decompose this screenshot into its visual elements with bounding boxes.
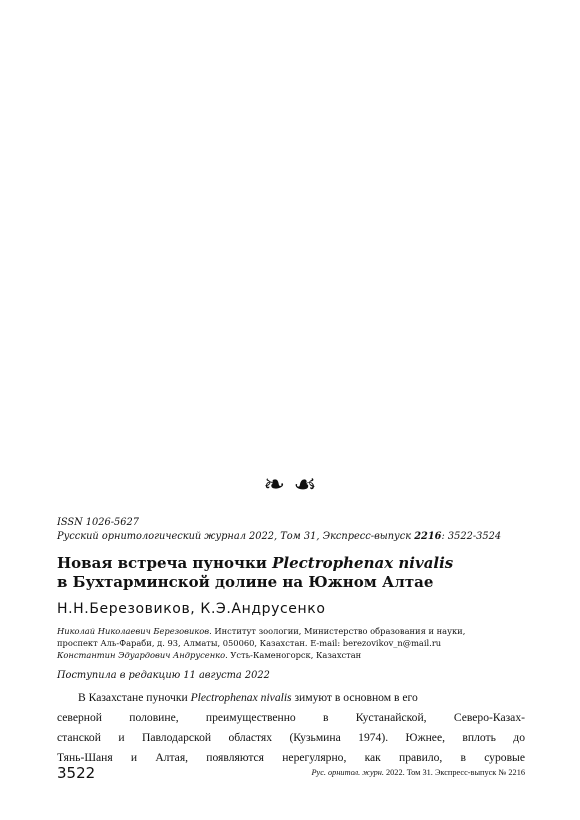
footer-issue: 2022. Том 31. Экспресс-выпуск № 2216 [383, 768, 525, 777]
article-title [57, 554, 537, 592]
affiliation-2 [57, 650, 537, 662]
body-text: зимуют в основном в его [291, 691, 418, 704]
author-2-name: Константин Эдуардович Андрусенко [57, 650, 226, 660]
affiliation-2-text: . Усть-Каменогорск, Казахстан [225, 650, 362, 660]
affiliation-1-text: . Институт зоологии, Министерство образования и науки, [209, 626, 466, 636]
affiliation-1 [57, 626, 537, 638]
journal-citation-prefix: Русский орнитологический журнал 2022, Том 31, Экспресс-выпуск [57, 531, 415, 542]
author-list: Н.Н.Березовиков, К.Э.Андрусенко [57, 601, 326, 617]
running-footer [282, 767, 525, 779]
journal-citation [57, 530, 501, 544]
issue-number: 2216 [414, 531, 442, 542]
body-text: В Казахстане пуночки [78, 691, 191, 704]
affiliation-1-address: проспект Аль-Фараби, д. 93, Алматы, 050060, Казахстан. E-mail: berezovikov_n@mail.ru [57, 638, 442, 648]
body-species: Plectrophenax nivalis [190, 691, 292, 704]
title-line-2: в Бухтарминской долине на Южном Алтае [57, 573, 434, 591]
received-date: Поступила в редакцию 11 августа 2022 [57, 670, 270, 681]
issn-number: ISSN 1026-5627 [57, 517, 139, 528]
page-number: 3522 [57, 764, 96, 782]
journal-abbreviation: Рус. орнитол. журн. [311, 768, 384, 777]
body-line-2: северной половине, преимущественно в Кустанайской, Северо-Казах- [57, 711, 525, 724]
title-text: Новая встреча пуночки [57, 554, 273, 572]
title-line-1 [57, 554, 537, 573]
body-line-4: Тянь-Шаня и Алтая, появляются нерегулярно, как правило, в суровые [57, 751, 525, 764]
author-1-name: Николай Николаевич Березовиков [57, 626, 210, 636]
title-species: Plectrophenax nivalis [272, 554, 454, 572]
body-line-3: станской и Павлодарской областях (Кузьмина 1974). Южнее, вплоть до [57, 731, 525, 744]
decorative-ornament: ❧ ☙ [263, 470, 317, 500]
page-range: : 3522-3524 [441, 531, 502, 542]
body-line-1 [78, 688, 525, 708]
issn-block [57, 516, 501, 544]
